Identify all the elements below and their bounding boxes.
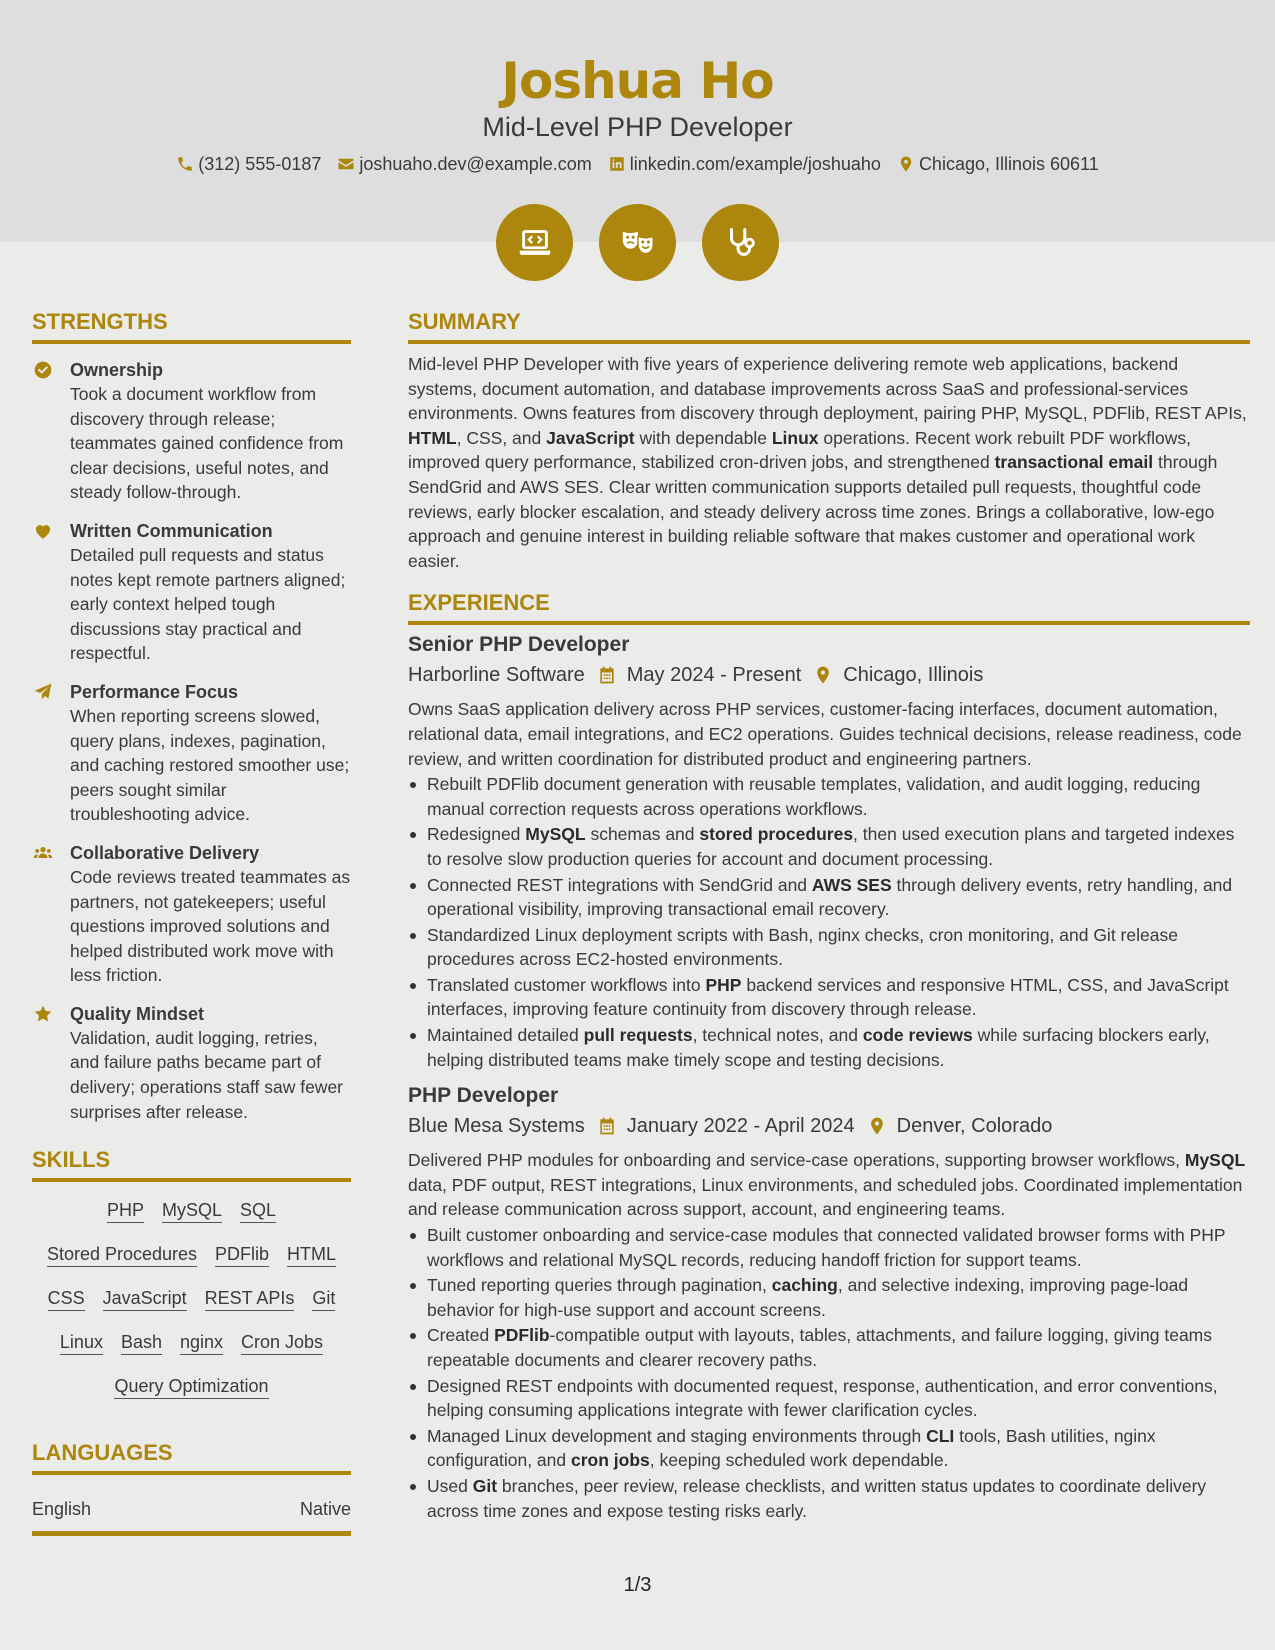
badge-theater-masks — [599, 204, 676, 281]
job-location: Chicago, Illinois — [843, 664, 984, 687]
envelope-icon — [337, 155, 355, 173]
skill-tag: PDFlib — [215, 1242, 269, 1267]
calendar-icon — [597, 1116, 617, 1136]
job-bullets — [408, 772, 1250, 1072]
strength-item — [32, 841, 351, 988]
language-name: English — [32, 1499, 92, 1520]
strength-title: Collaborative Delivery — [70, 842, 260, 863]
heart-icon — [33, 521, 53, 541]
job-summary: Owns SaaS application delivery across PHP services, customer-facing interfaces, document automation, relational data, email integrations, and EC2 operations. Guides technical decisions, release readiness, code review, and written coordination for distributed product and engineering partners. — [408, 699, 1242, 769]
stethoscope-icon — [722, 224, 760, 262]
job-bullet: Translated customer workflows into PHP backend services and responsive HTML, CSS, and JavaScript interfaces, improving feature continuity from discovery through release. — [408, 973, 1250, 1022]
languages-heading: LANGUAGES — [32, 1439, 351, 1475]
theater-masks-icon — [619, 224, 657, 262]
skill-tag: SQL — [240, 1198, 276, 1223]
job-bullet: Rebuilt PDFlib document generation with reusable templates, validation, and audit logging, reducing manual correction requests across operations workflows. — [408, 772, 1250, 821]
job-bullet: Used Git branches, peer review, release checklists, and written status updates to coordinate delivery across time zones and expose testing risks early. — [408, 1474, 1250, 1523]
contact-location-text: Chicago, Illinois 60611 — [918, 154, 1099, 174]
job-summary: Delivered PHP modules for onboarding and service-case operations, supporting browser workflows, MySQL data, PDF output, REST integrations, Linux environments, and scheduled jobs. Coordinated implementation and release communication across support, account, and engineering teams. — [408, 1150, 1246, 1220]
badge-stethoscope — [702, 204, 779, 281]
strength-desc: Took a document workflow from discovery through release; teammates gained confidence from clear decisions, useful notes, and steady follow-through. — [70, 384, 344, 503]
job-dates: May 2024 - Present — [626, 664, 802, 687]
experience-heading: EXPERIENCE — [408, 589, 1250, 625]
strength-item — [32, 680, 351, 827]
skill-tag: HTML — [287, 1242, 336, 1267]
skill-tag: CSS — [48, 1286, 85, 1311]
candidate-title: Mid-Level PHP Developer — [482, 112, 793, 142]
job-company: Blue Mesa Systems — [408, 1115, 585, 1138]
job-bullet: Standardized Linux deployment scripts with Bash, nginx checks, cron monitoring, and Git release procedures across EC2-hosted environments. — [408, 923, 1250, 972]
laptop-code-icon — [516, 224, 554, 262]
skill-tag: Git — [312, 1286, 335, 1311]
skill-tag: REST APIs — [205, 1286, 295, 1311]
job-dates: January 2022 - April 2024 — [626, 1115, 855, 1138]
strength-title: Performance Focus — [70, 681, 239, 702]
contact-bar — [0, 152, 1275, 176]
linkedin-icon — [608, 155, 626, 173]
strengths-heading: STRENGTHS — [32, 308, 351, 344]
strength-title: Ownership — [70, 360, 164, 380]
skills-heading: SKILLS — [32, 1146, 351, 1182]
contact-email[interactable] — [337, 152, 591, 176]
contact-location — [897, 152, 1099, 176]
contact-linkedin-text: linkedin.com/example/joshuaho — [629, 154, 881, 174]
map-pin-icon — [813, 665, 833, 685]
job-company: Harborline Software — [408, 664, 585, 687]
strength-item — [32, 358, 351, 505]
skill-tag: Query Optimization — [114, 1374, 268, 1399]
badge-laptop-code — [496, 204, 573, 281]
skill-tag: JavaScript — [103, 1286, 187, 1311]
job-location: Denver, Colorado — [896, 1115, 1053, 1138]
strength-desc: When reporting screens slowed, query plans, indexes, pagination, and caching restored smoother use; peers sought similar troubleshooting advice. — [70, 705, 350, 825]
job-bullet: Built customer onboarding and service-case modules that connected validated browser forms with PHP workflows and relational MySQL records, reducing handoff friction for support teams. — [408, 1223, 1250, 1272]
map-pin-icon — [867, 1116, 887, 1136]
job-bullet: Redesigned MySQL schemas and stored procedures, then used execution plans and targeted indexes to resolve slow production queries for account and document processing. — [408, 822, 1250, 871]
map-pin-icon — [897, 155, 915, 173]
strength-title: Quality Mindset — [70, 1003, 205, 1024]
left-column — [32, 308, 351, 1536]
interest-badges — [0, 204, 1275, 281]
strength-desc: Detailed pull requests and status notes kept remote partners aligned; early context helped tough discussions stay practical and respectful. — [70, 544, 346, 664]
job-meta — [408, 661, 1250, 689]
job-bullet: Managed Linux development and staging environments through CLI tools, Bash utilities, nginx configuration, and cron jobs, keeping scheduled work dependable. — [408, 1424, 1250, 1473]
skills-list — [32, 1198, 351, 1399]
skill-tag: Stored Procedures — [47, 1242, 197, 1267]
page-number: 1/3 — [623, 1574, 652, 1596]
strength-item — [32, 1002, 351, 1124]
skill-tag: Bash — [121, 1330, 162, 1355]
skill-tag: Linux — [60, 1330, 103, 1355]
language-level: Native — [299, 1499, 351, 1520]
job-title: Senior PHP Developer — [408, 633, 630, 657]
strength-desc: Code reviews treated teammates as partners, not gatekeepers; useful questions improved solutions and helped distributed work move with less friction. — [70, 866, 351, 986]
summary-text: Mid-level PHP Developer with five years of experience delivering remote web applications, backend systems, document automation, and database improvements across SaaS and professional-services environments. Owns features from discovery through deployment, pairing PHP, MySQL, PDFlib, REST APIs, HTML, CSS, and JavaScript with dependable Linux operations. Recent work rebuilt PDF workflows, improved query performance, stabilized cron-driven jobs, and strengthened transactional email through SendGrid and AWS SES. Clear written communication supports detailed pull requests, thoughtful code reviews, early blocker escalation, and steady delivery across time zones. Brings a collaborative, low-ego approach and genuine interest in building reliable software that makes customer and operational work easier. — [408, 354, 1247, 571]
job-bullet: Created PDFlib-compatible output with layouts, tables, attachments, and failure logging, giving teams repeatable documents and clearer recovery paths. — [408, 1323, 1250, 1372]
contact-phone[interactable] — [176, 152, 321, 176]
skill-tag: PHP — [107, 1198, 144, 1223]
job-bullets — [408, 1223, 1250, 1523]
skill-tag: nginx — [180, 1330, 223, 1355]
calendar-icon — [597, 665, 617, 685]
job-entry — [408, 1082, 1250, 1523]
check-circle-icon — [33, 360, 53, 380]
strength-title: Written Communication — [70, 520, 273, 541]
job-bullet: Maintained detailed pull requests, technical notes, and code reviews while surfacing blockers early, helping distributed teams make timely scope and testing decisions. — [408, 1023, 1250, 1072]
skill-tag: Cron Jobs — [241, 1330, 323, 1355]
contact-email-text: joshuaho.dev@example.com — [359, 154, 592, 174]
job-title: PHP Developer — [408, 1084, 559, 1108]
job-entry — [408, 631, 1250, 1072]
strength-desc: Validation, audit logging, retries, and failure paths became part of delivery; operations staff saw fewer surprises after release. — [70, 1027, 344, 1122]
summary-heading: SUMMARY — [408, 308, 1250, 344]
job-bullet: Connected REST integrations with SendGrid and AWS SES through delivery events, retry handling, and operational visibility, improving transactional email recovery. — [408, 873, 1250, 922]
job-bullet: Tuned reporting queries through pagination, caching, and selective indexing, improving page-load behavior for high-use support and account screens. — [408, 1273, 1250, 1322]
strength-item — [32, 519, 351, 666]
job-bullet: Designed REST endpoints with documented request, response, authentication, and error conventions, helping consuming applications integrate with fewer clarification cycles. — [408, 1374, 1250, 1423]
paper-plane-icon — [33, 682, 53, 702]
phone-icon — [176, 155, 194, 173]
right-column — [408, 308, 1250, 1523]
skill-tag: MySQL — [162, 1198, 222, 1223]
job-meta — [408, 1112, 1250, 1140]
candidate-name: Joshua Ho — [501, 52, 774, 110]
users-icon — [33, 843, 53, 863]
contact-linkedin[interactable] — [608, 152, 881, 176]
language-row — [32, 1497, 351, 1536]
star-icon — [33, 1004, 53, 1024]
contact-phone-text: (312) 555-0187 — [198, 154, 322, 174]
